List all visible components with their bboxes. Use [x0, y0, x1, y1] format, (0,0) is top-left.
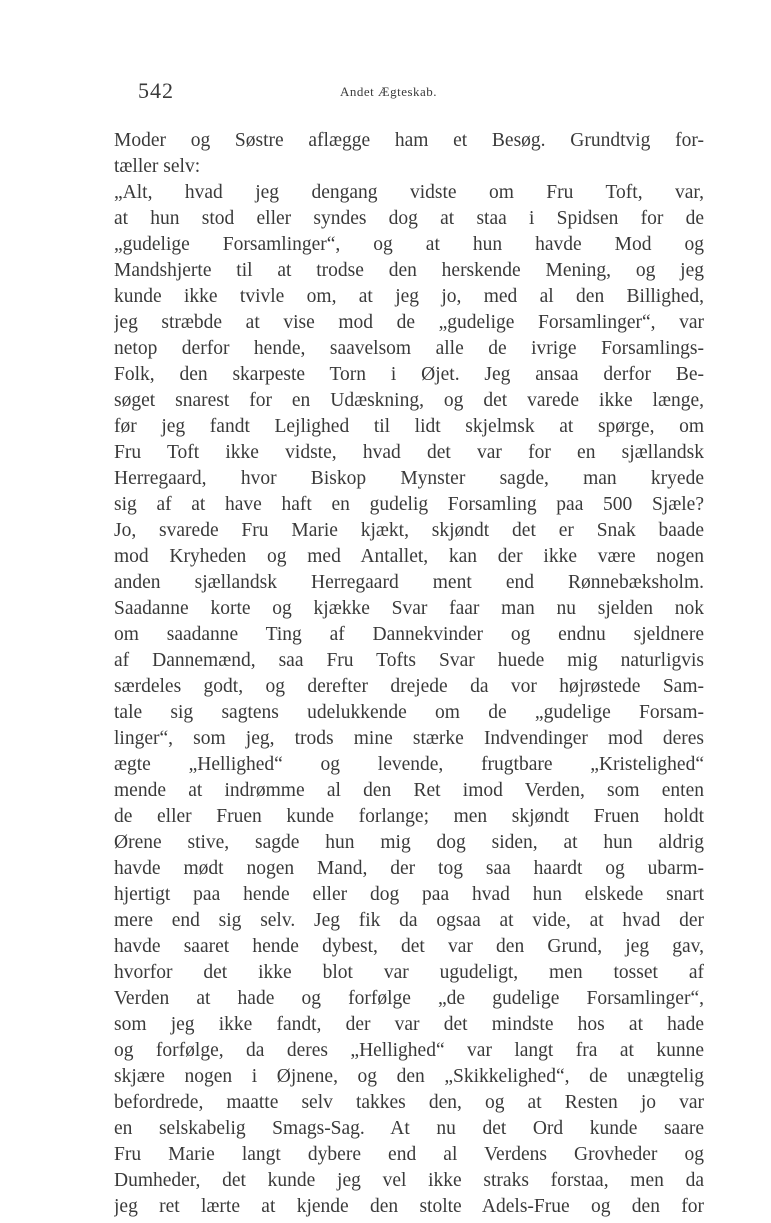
text-line: de eller Fruen kunde forlange; men skjøndt Fruen holdt — [114, 806, 704, 827]
text-line: jeg stræbde at vise mod de „gudelige Forsamlinger“, var — [114, 312, 704, 333]
text-line: netop derfor hende, saavelsom alle de ivrige Forsamlings- — [114, 338, 704, 359]
text-line: „Alt, hvad jeg dengang vidste om Fru Toft, var, — [114, 182, 704, 203]
text-line: „gudelige Forsamlinger“, og at hun havde Mod og — [114, 234, 704, 255]
text-line: anden sjællandsk Herregaard ment end Rønnebæksholm. — [114, 572, 704, 593]
text-line: særdeles godt, og derefter drejede da vor højrøstede Sam- — [114, 676, 704, 697]
text-line: mende at indrømme al den Ret imod Verden, som enten — [114, 780, 704, 801]
text-line: før jeg fandt Lejlighed til lidt skjelmsk at spørge, om — [114, 416, 704, 437]
body-text — [114, 128, 704, 1220]
text-line: kunde ikke tvivle om, at jeg jo, med al den Billighed, — [114, 286, 704, 307]
text-line: som jeg ikke fandt, der var det mindste hos at hade — [114, 1014, 704, 1035]
text-line: at hun stod eller syndes dog at staa i Spidsen for de — [114, 208, 704, 229]
text-line: hjertigt paa hende eller dog paa hvad hun elskede snart — [114, 884, 704, 905]
text-line: Saadanne korte og kjække Svar faar man nu sjelden nok — [114, 598, 704, 619]
text-line: Moder og Søstre aflægge ham et Besøg. Grundtvig for- — [114, 130, 704, 151]
text-line: jeg ret lærte at kjende den stolte Adels-Frue og den for — [114, 1196, 704, 1217]
text-line: Fru Toft ikke vidste, hvad det var for en sjællandsk — [114, 442, 704, 463]
text-line: havde mødt nogen Mand, der tog saa haardt og ubarm- — [114, 858, 704, 879]
text-line: befordrede, maatte selv takkes den, og at Resten jo var — [114, 1092, 704, 1113]
running-title: Andet Ægteskab. — [340, 84, 438, 99]
text-line: Fru Marie langt dybere end al Verdens Grovheder og — [114, 1144, 704, 1165]
text-line: tale sig sagtens udelukkende om de „gudelige Forsam- — [114, 702, 704, 723]
text-line: en selskabelig Smags-Sag. At nu det Ord kunde saare — [114, 1118, 704, 1139]
text-line: havde saaret hende dybest, det var den Grund, jeg gav, — [114, 936, 704, 957]
text-line: mod Kryheden og med Antallet, kan der ikke være nogen — [114, 546, 704, 567]
text-line: hvorfor det ikke blot var ugudeligt, men tosset af — [114, 962, 704, 983]
text-line: linger“, som jeg, trods mine stærke Indvendinger mod deres — [114, 728, 704, 749]
page-number: 542 — [138, 78, 174, 103]
text-line: Folk, den skarpeste Torn i Øjet. Jeg ansaa derfor Be- — [114, 364, 704, 385]
text-line: ægte „Hellighed“ og levende, frugtbare „Kristelighed“ — [114, 754, 704, 775]
text-line: tæller selv: — [114, 156, 201, 177]
text-line: mere end sig selv. Jeg fik da ogsaa at vide, at hvad der — [114, 910, 704, 931]
text-line: Jo, svarede Fru Marie kjækt, skjøndt det er Snak baade — [114, 520, 704, 541]
text-line: Herregaard, hvor Biskop Mynster sagde, man kryede — [114, 468, 704, 489]
text-line: søget snarest for en Udæskning, og det varede ikke længe, — [114, 390, 704, 411]
text-line: og forfølge, da deres „Hellighed“ var langt fra at kunne — [114, 1040, 704, 1061]
text-line: om saadanne Ting af Dannekvinder og endnu sjeldnere — [114, 624, 704, 645]
page-header — [134, 78, 702, 108]
text-line: Ørene stive, sagde hun mig dog siden, at hun aldrig — [114, 832, 704, 853]
text-line: Dumheder, det kunde jeg vel ikke straks forstaa, men da — [114, 1170, 704, 1191]
text-line: sig af at have haft en gudelig Forsamling paa 500 Sjæle? — [114, 494, 704, 515]
text-line: af Dannemænd, saa Fru Tofts Svar huede mig naturligvis — [114, 650, 704, 671]
text-line: Verden at hade og forfølge „de gudelige Forsamlinger“, — [114, 988, 704, 1009]
text-line: skjære nogen i Øjnene, og den „Skikkelighed“, de unægtelig — [114, 1066, 704, 1087]
text-line: Mandshjerte til at trodse den herskende Mening, og jeg — [114, 260, 704, 281]
